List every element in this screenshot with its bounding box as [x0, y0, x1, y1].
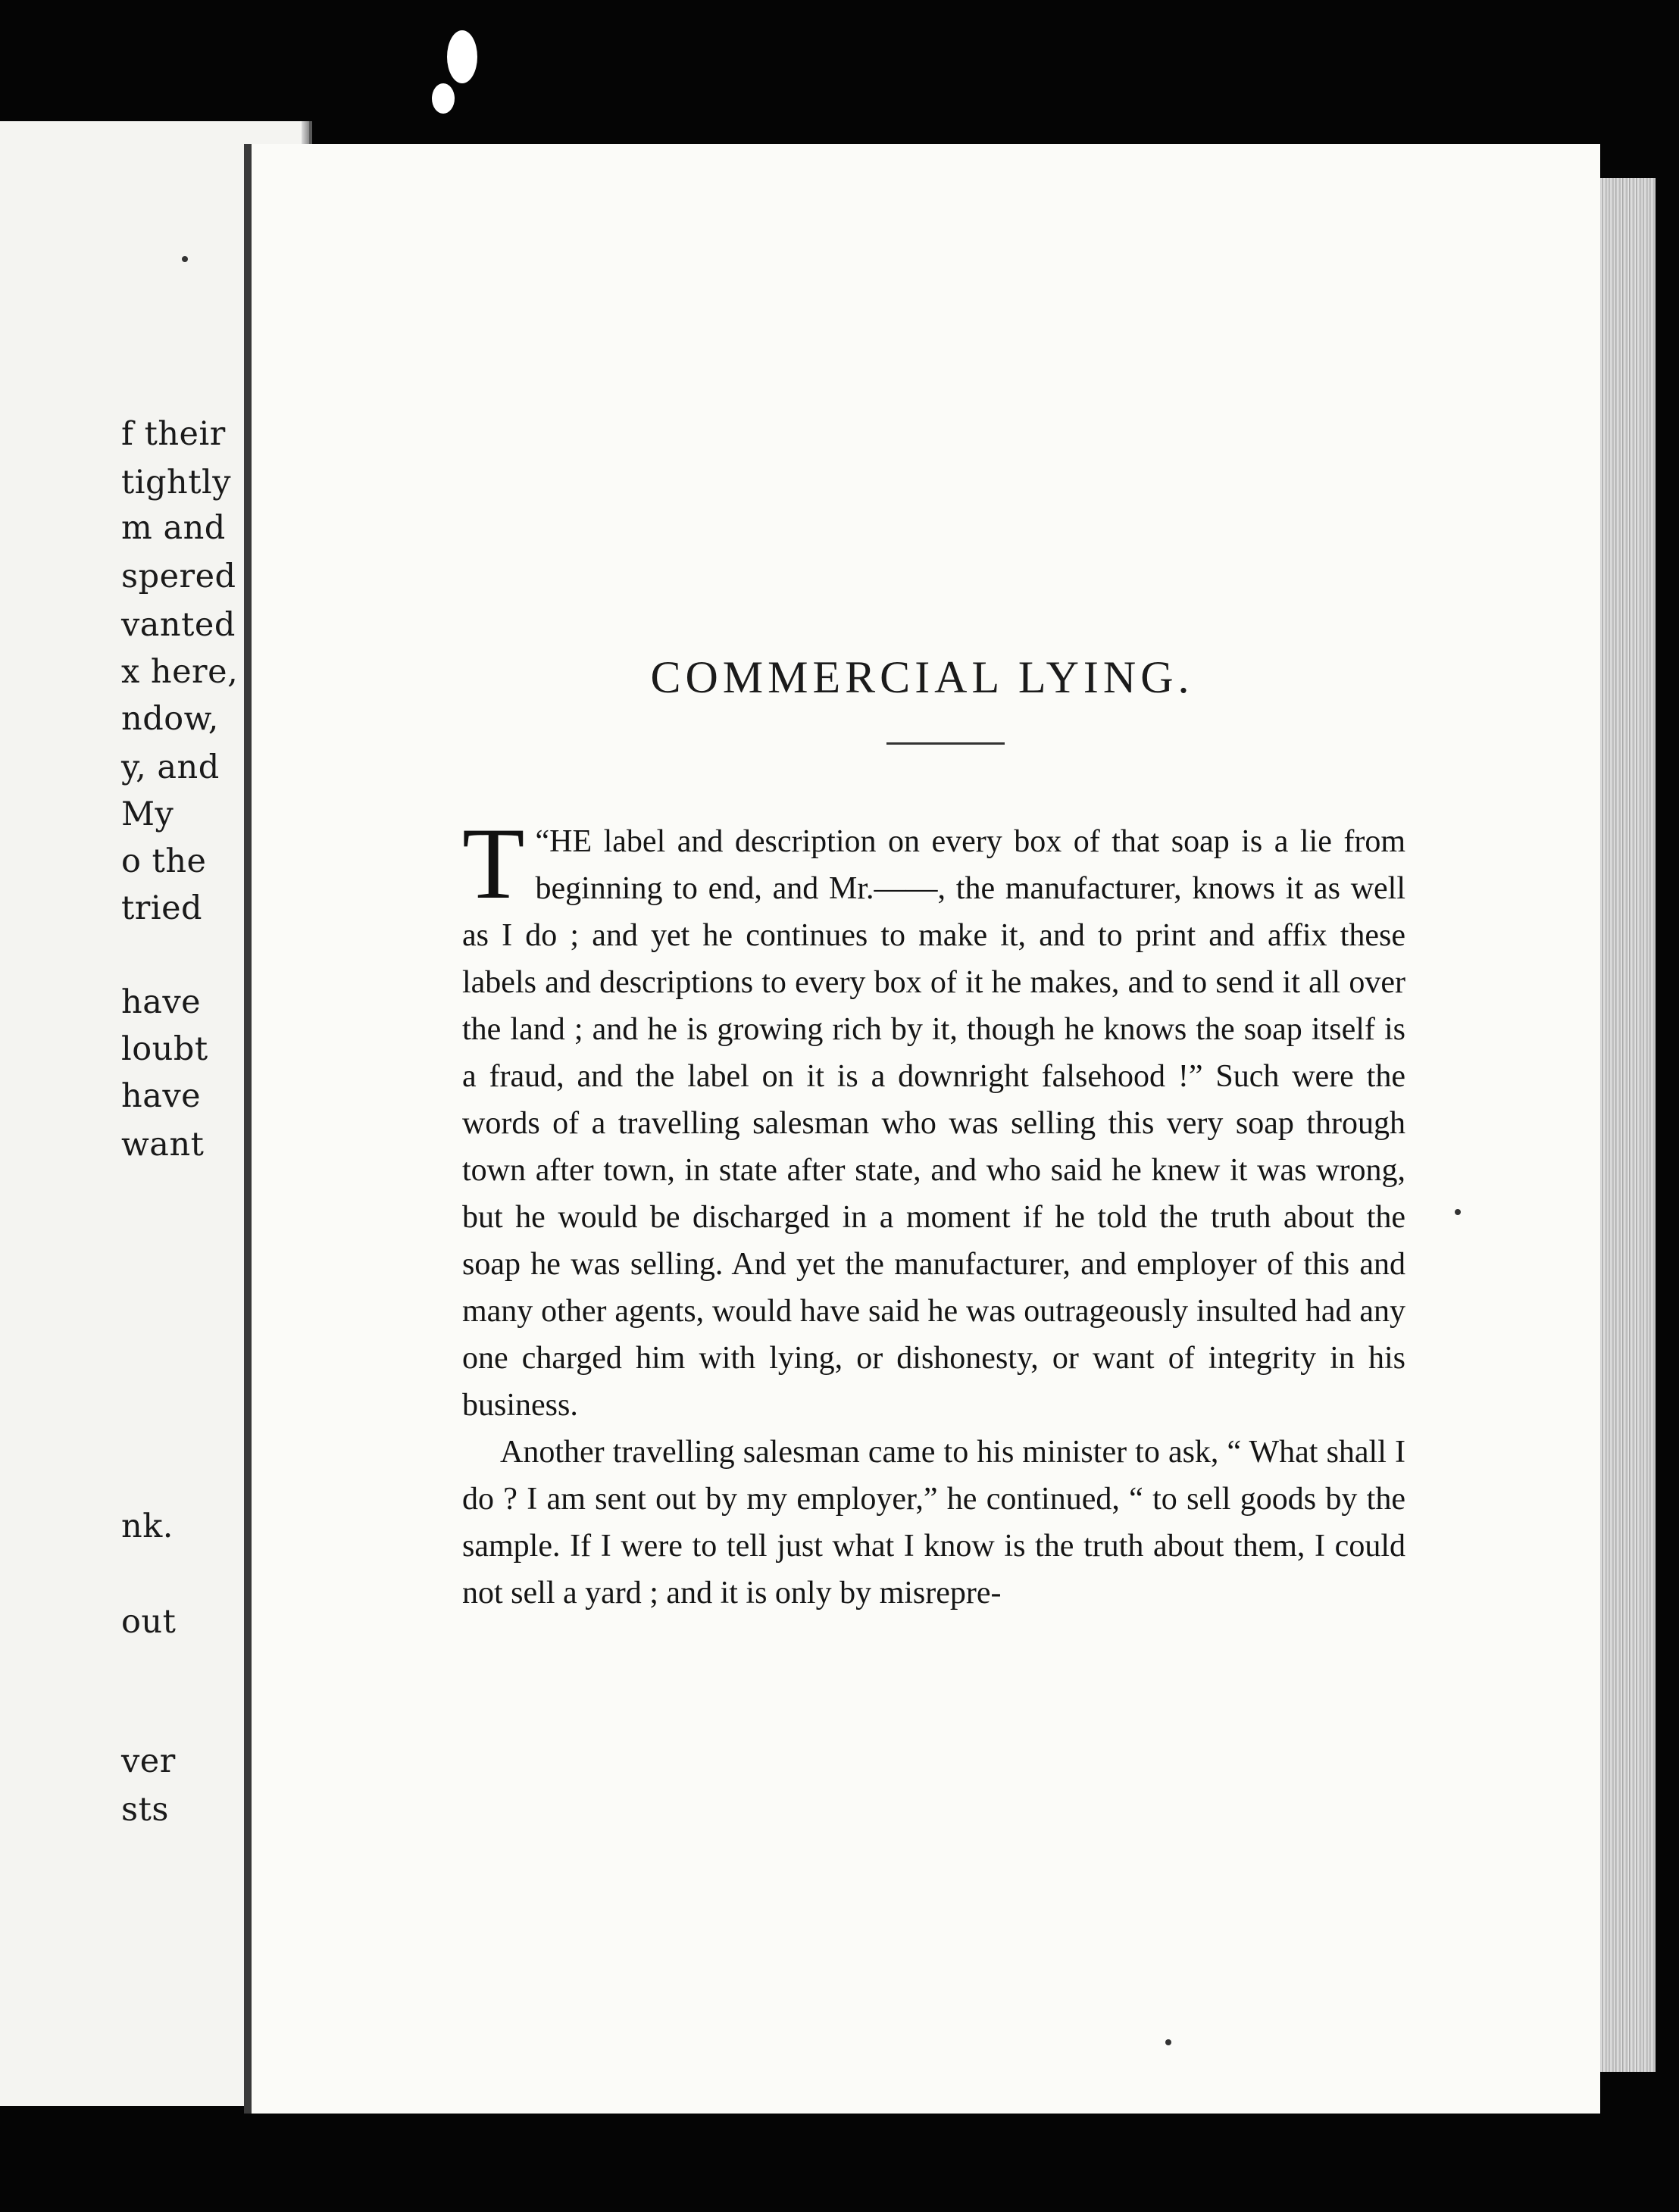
body-text [462, 808, 1405, 1617]
paragraph-2 [462, 1429, 1405, 1617]
previous-page-line: have [121, 983, 202, 1021]
previous-page-line: x here, [121, 653, 239, 691]
previous-page-line: m and [121, 509, 226, 547]
previous-page-line: ver [121, 1742, 176, 1780]
open-quote: “ [535, 824, 550, 859]
paragraph-2-text: Another travelling salesman came to his minister to ask, “ What shall I do ? I am sent out by my employer,” he continued, “ to sell goods by the sample. If I were to tell just what I know is the truth about them, I could not sell a yard ; and it is only by misrepre- [462, 1435, 1405, 1611]
previous-page-line: nk. [121, 1507, 174, 1545]
ink-dot [182, 256, 188, 262]
previous-page-line: ndow, [121, 700, 219, 738]
previous-page-line: tightly [121, 464, 232, 501]
previous-page-line: out [121, 1603, 177, 1641]
paragraph-1-text: HE label and description on every box of that soap is a lie from beginning to end, and Mr.——, the manufacturer, knows it as well as I do ; and yet he continues to make it, and to print and affix these labels and descriptions to every box of it he makes, and to send it all over the land ; and he is growing rich by it, though he knows the soap itself is a fraud, and the label on it is a downright falsehood !” Such were the words of a travelling salesman who was selling this very soap through town after town, in state after state, and who said he knew it was wrong, but he would be discharged in a moment if he told the truth about the soap he was selling. And yet the manufacturer, and employer of this and many other agents, would have said he was outrageously insulted had any one charged him with lying, or dishonesty, or want of integrity in his business. [462, 824, 1405, 1423]
book-page-edges [1595, 178, 1656, 2072]
ink-dot [1455, 1209, 1461, 1215]
previous-page-line: My [121, 795, 174, 833]
paragraph-1 [462, 808, 1405, 1429]
previous-page-line: want [121, 1126, 205, 1164]
previous-page-line: f their [121, 415, 226, 453]
previous-page-line: vanted [121, 606, 236, 644]
previous-page-line: o the [121, 842, 207, 880]
previous-page-line: y, and [121, 748, 220, 786]
previous-page-line: sts [121, 1791, 169, 1829]
ink-dot [1165, 2039, 1171, 2045]
previous-page-line: tried [121, 889, 203, 927]
previous-page-line: have [121, 1077, 202, 1115]
drop-cap: T [462, 808, 525, 920]
title-rule [886, 742, 1005, 745]
previous-page-line: loubt [121, 1030, 208, 1068]
scan-speck [432, 83, 455, 114]
page-title: COMMERCIAL LYING. [650, 652, 1194, 703]
scan-speck [447, 30, 477, 83]
previous-page-line: spered [121, 558, 236, 595]
